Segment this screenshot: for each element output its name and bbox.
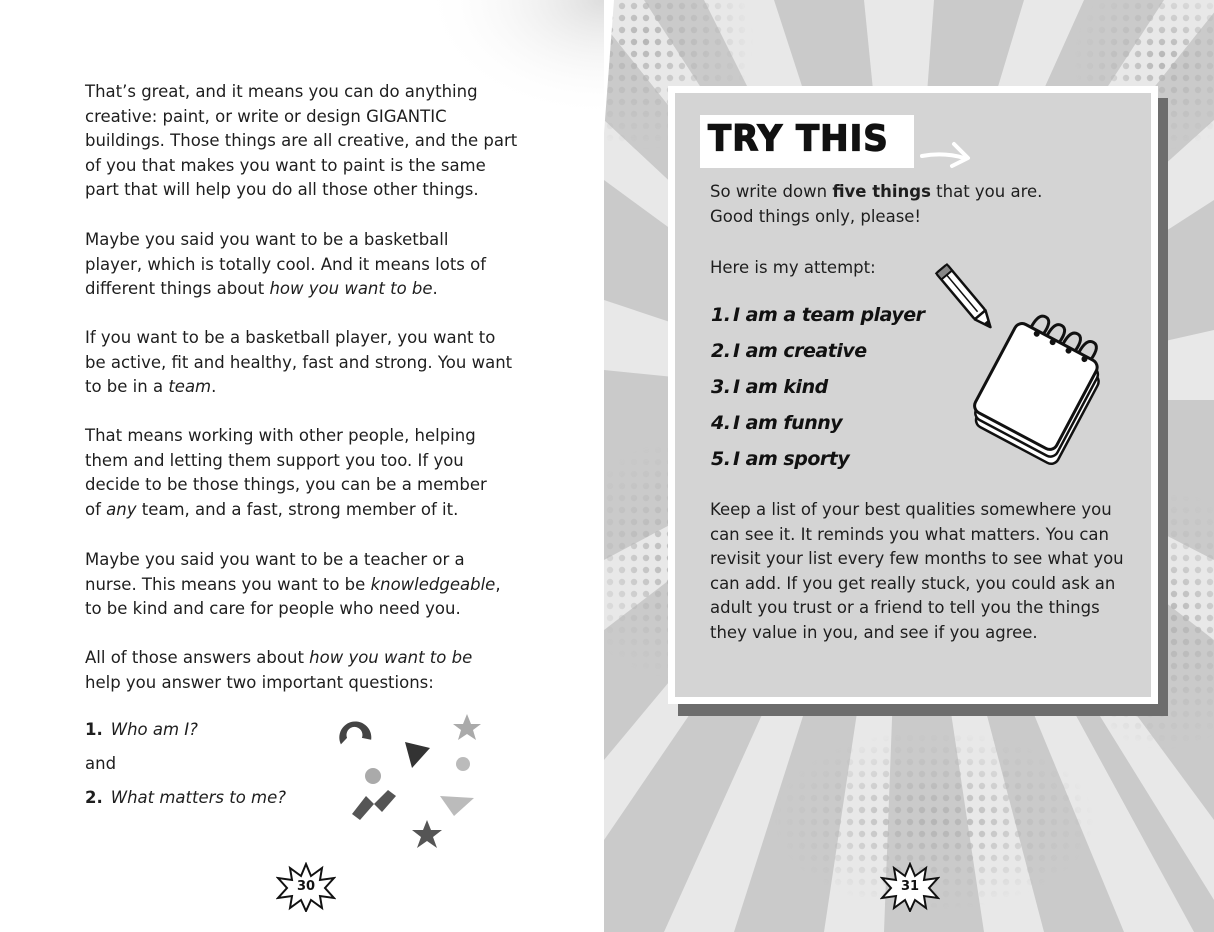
- arrow-icon: [918, 136, 974, 172]
- qualities-list: [711, 301, 925, 481]
- paragraph-1: That’s great, and it means you can do anything creative: paint, or write or design GIGANTIC buildings. Those things are all creative, and the part of you that makes you want to paint is the same part that will help you do all those other things.: [85, 82, 518, 200]
- page-number-left: 30: [276, 862, 336, 912]
- question-2: 2. What matters to me?: [85, 788, 287, 807]
- list-item: 2. I am creative: [711, 340, 867, 362]
- attempt-label: Here is my attempt:: [710, 258, 876, 277]
- notepad-icon: [962, 312, 1122, 472]
- left-page: [0, 0, 604, 932]
- list-item: 3. I am kind: [711, 376, 828, 398]
- list-item: 4. I am funny: [711, 412, 843, 434]
- list-item: 5. I am sporty: [711, 448, 850, 470]
- try-this-title-box: [700, 115, 914, 168]
- paragraph-2: Maybe you said you want to be a basketball player, which is totally cool. And it means lots of different things about how you want to be.: [85, 230, 487, 299]
- paragraph-5: Maybe you said you want to be a teacher or a nurse. This means you want to be knowledgeable, to be kind and care for people who need you.: [85, 550, 501, 619]
- question-1: 1. Who am I?: [85, 720, 198, 739]
- decorative-shapes-icon: [330, 708, 490, 858]
- paragraph-3: If you want to be a basketball player, you want to be active, fit and healthy, fast and strong. You want to be in a team.: [85, 328, 513, 397]
- panel-closing: Keep a list of your best qualities somewhere you can see it. It reminds you what matters. You can revisit your list every few months to see what you can add. If you get really stuck, you could ask an adult you trust or a friend to tell you the things they value in you, and see if you agree.: [710, 500, 1124, 642]
- page-number-right: 31: [880, 862, 940, 912]
- try-this-title: TRY THIS: [708, 118, 889, 160]
- paragraph-6: All of those answers about how you want to be help you answer two important questions:: [85, 648, 473, 692]
- paragraph-4: That means working with other people, helping them and letting them support you too. If you decide to be those things, you can be a member of any team, and a fast, strong member of it.: [85, 426, 487, 519]
- list-item: 1. I am a team player: [711, 304, 925, 326]
- question-connector: and: [85, 754, 117, 773]
- panel-intro: So write down five things that you are. Good things only, please!: [710, 182, 1043, 226]
